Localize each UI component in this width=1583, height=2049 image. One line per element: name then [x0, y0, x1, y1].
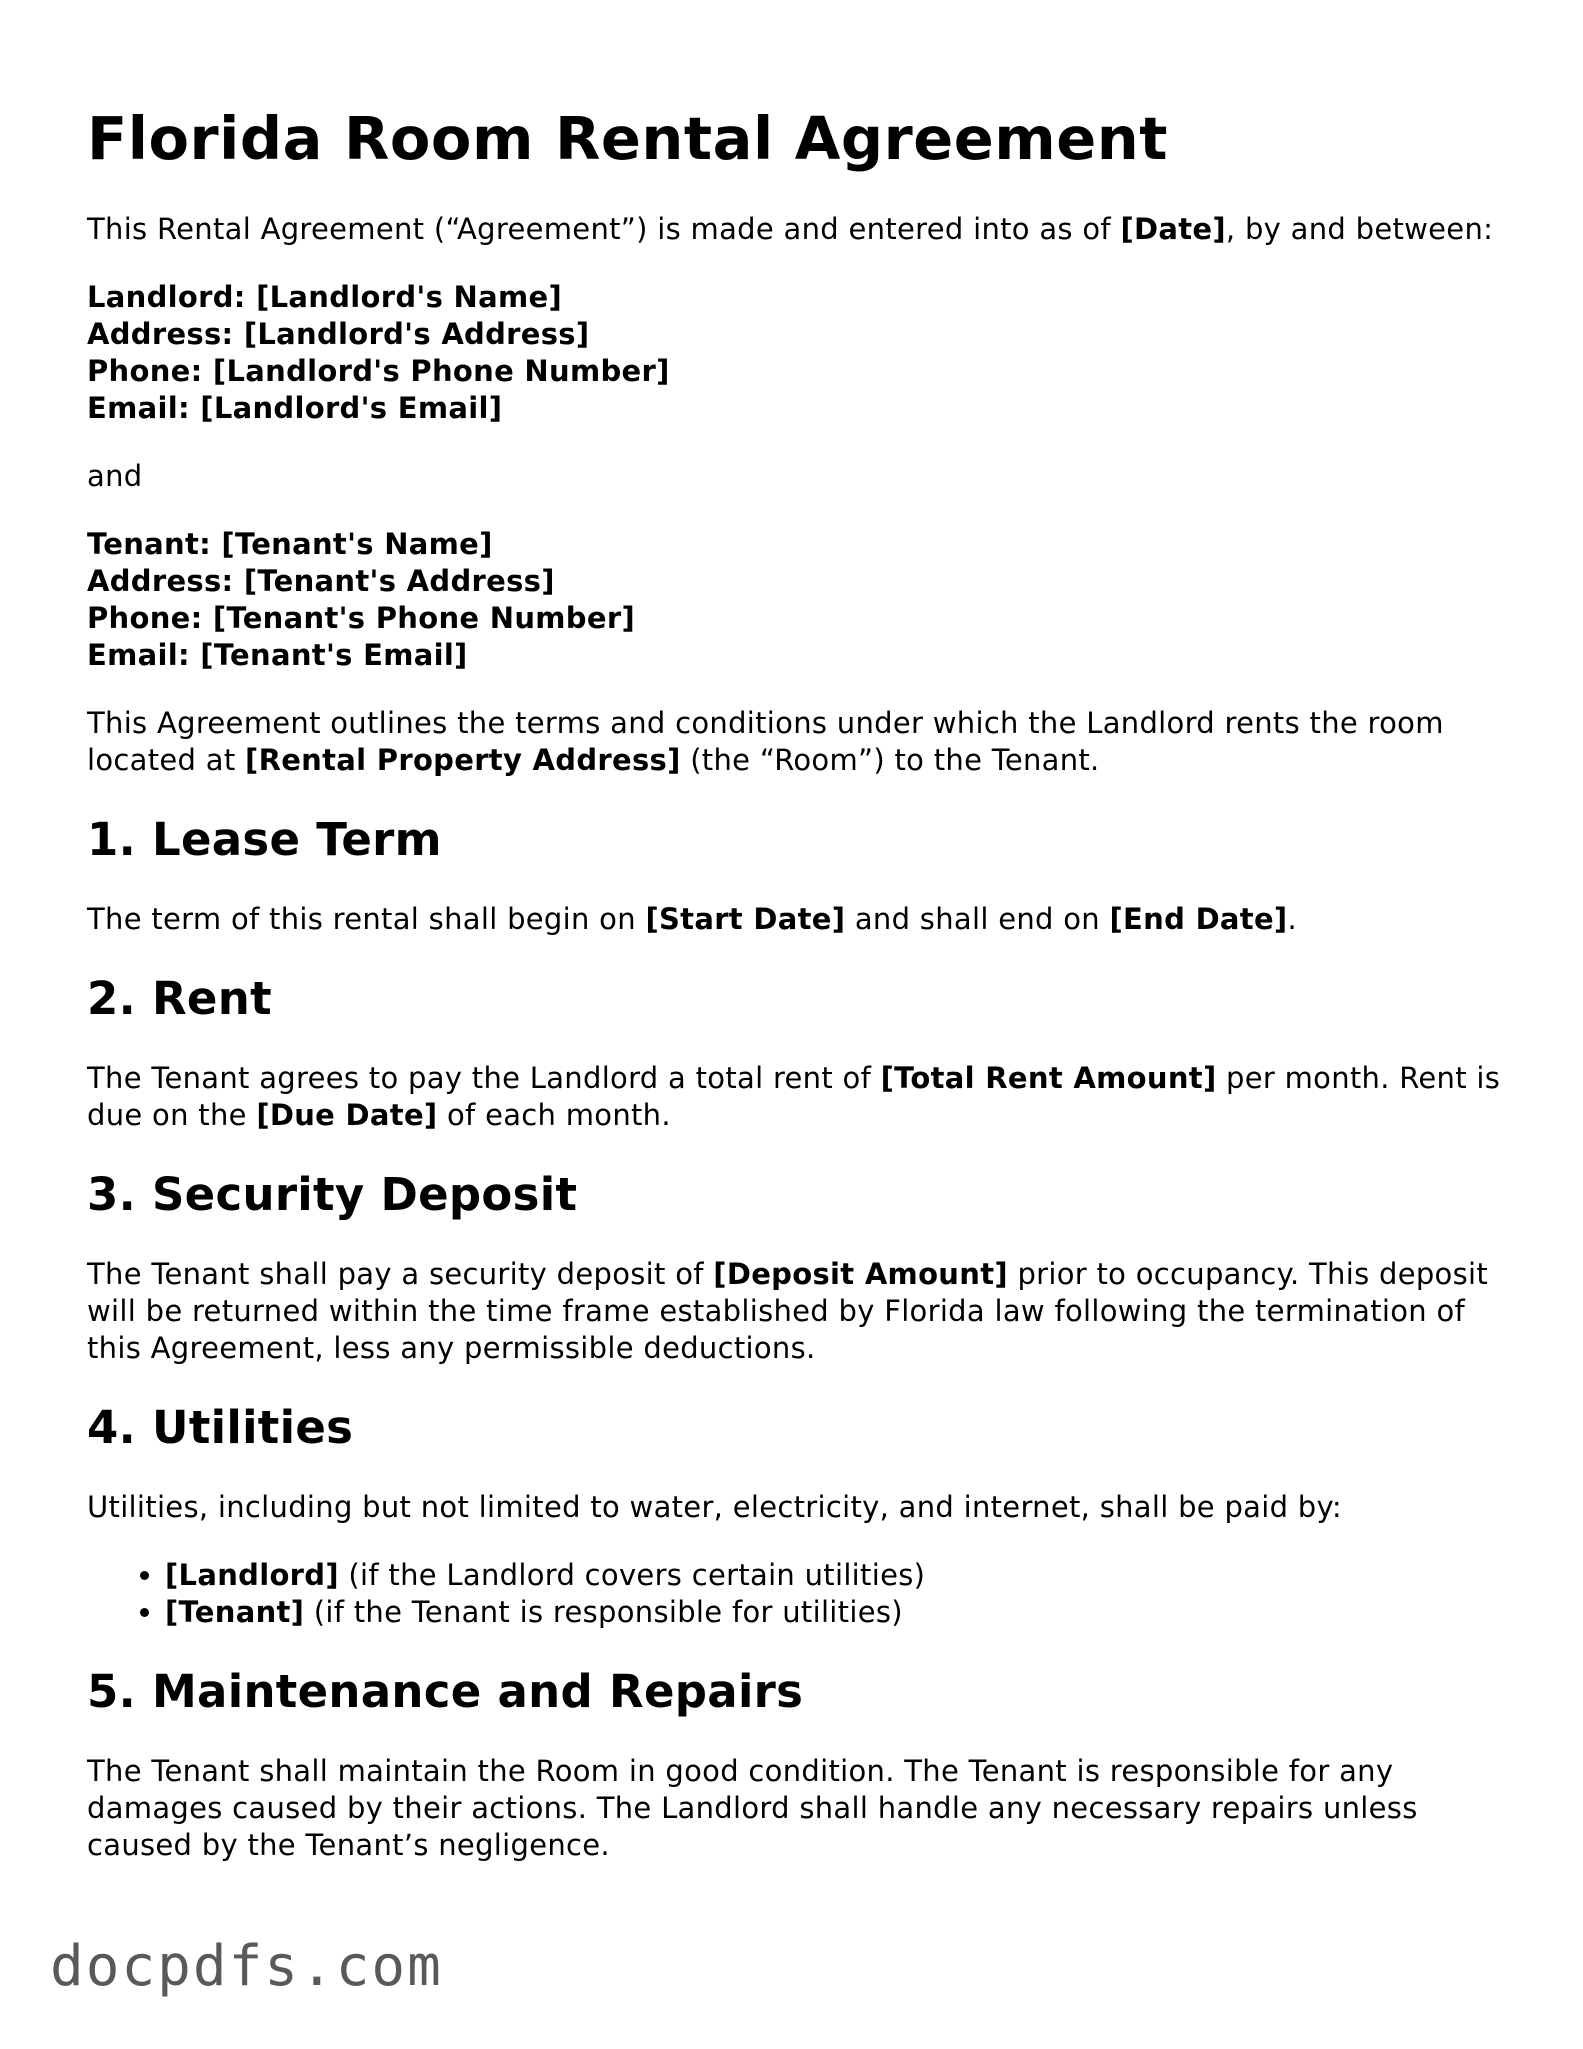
utilities-list	[87, 1557, 1507, 1631]
deposit-amount-placeholder: [Deposit Amount]	[713, 1256, 1008, 1291]
date-placeholder: [Date]	[1120, 211, 1226, 246]
rent-amount-placeholder: [Total Rent Amount]	[880, 1060, 1217, 1095]
tenant-phone-line: Phone: [Tenant's Phone Number]	[87, 600, 635, 635]
landlord-name-line: Landlord: [Landlord's Name]	[87, 279, 563, 314]
document-page	[87, 104, 1507, 1895]
lease-term-paragraph	[87, 901, 1507, 938]
rent-text-1: The Tenant agrees to pay the Landlord a total rent of	[87, 1060, 881, 1095]
intro-text-after: , by and between:	[1225, 211, 1494, 246]
utilities-tenant-label: [Tenant]	[165, 1594, 305, 1629]
due-date-placeholder: [Due Date]	[256, 1097, 438, 1132]
outline-paragraph	[87, 705, 1507, 779]
property-address-placeholder: [Rental Property Address]	[245, 742, 681, 777]
deposit-text-2: prior to occupancy. This deposit will be returned within the time frame established by Florida law following the termination of this Agreement, less any permissible deductions.	[87, 1256, 1489, 1365]
section-heading-lease-term: 1. Lease Term	[87, 812, 442, 866]
landlord-info-block	[87, 279, 1507, 427]
lease-term-text-3: .	[1287, 901, 1298, 936]
outline-text-after: (the “Room”) to the Tenant.	[680, 742, 1100, 777]
rent-text-2: per month. Rent is due on the	[87, 1060, 1501, 1132]
intro-text-before: This Rental Agreement (“Agreement”) is made and entered into as of	[87, 211, 1121, 246]
tenant-email-line: Email: [Tenant's Email]	[87, 637, 468, 672]
outline-text-before: This Agreement outlines the terms and conditions under which the Landlord rents the room located at	[87, 705, 1444, 777]
landlord-phone-line: Phone: [Landlord's Phone Number]	[87, 353, 670, 388]
start-date-placeholder: [Start Date]	[645, 901, 846, 936]
section-heading-security-deposit: 3. Security Deposit	[87, 1167, 578, 1221]
rent-text-3: of each month.	[437, 1097, 671, 1132]
document-title: Florida Room Rental Agreement	[87, 104, 1168, 173]
intro-paragraph	[87, 211, 1507, 248]
rent-paragraph	[87, 1060, 1507, 1134]
section-heading-utilities: 4. Utilities	[87, 1400, 354, 1454]
tenant-address-line: Address: [Tenant's Address]	[87, 563, 555, 598]
tenant-name-line: Tenant: [Tenant's Name]	[87, 526, 493, 561]
section-heading-maintenance: 5. Maintenance and Repairs	[87, 1664, 804, 1718]
utilities-landlord-label: [Landlord]	[165, 1557, 339, 1592]
maintenance-paragraph: The Tenant shall maintain the Room in good condition. The Tenant is responsible for any damages caused by their actions. The Landlord shall handle any necessary repairs unless caused by the Tenant’s negligence.	[87, 1753, 1418, 1862]
list-item	[165, 1594, 1507, 1631]
lease-term-text-2: and shall end on	[845, 901, 1110, 936]
utilities-landlord-desc: (if the Landlord covers certain utilities)	[338, 1557, 926, 1592]
watermark-text: docpdfs.com	[50, 1934, 443, 1999]
landlord-address-line: Address: [Landlord's Address]	[87, 316, 590, 351]
deposit-text-1: The Tenant shall pay a security deposit of	[87, 1256, 714, 1291]
utilities-paragraph: Utilities, including but not limited to water, electricity, and internet, shall be paid by:	[87, 1489, 1342, 1524]
landlord-email-line: Email: [Landlord's Email]	[87, 390, 503, 425]
end-date-placeholder: [End Date]	[1109, 901, 1288, 936]
deposit-paragraph	[87, 1256, 1507, 1367]
and-connector: and	[87, 458, 143, 493]
tenant-info-block	[87, 526, 1507, 674]
section-heading-rent: 2. Rent	[87, 971, 272, 1025]
utilities-tenant-desc: (if the Tenant is responsible for utilities)	[304, 1594, 903, 1629]
list-item	[165, 1557, 1507, 1594]
lease-term-text-1: The term of this rental shall begin on	[87, 901, 646, 936]
